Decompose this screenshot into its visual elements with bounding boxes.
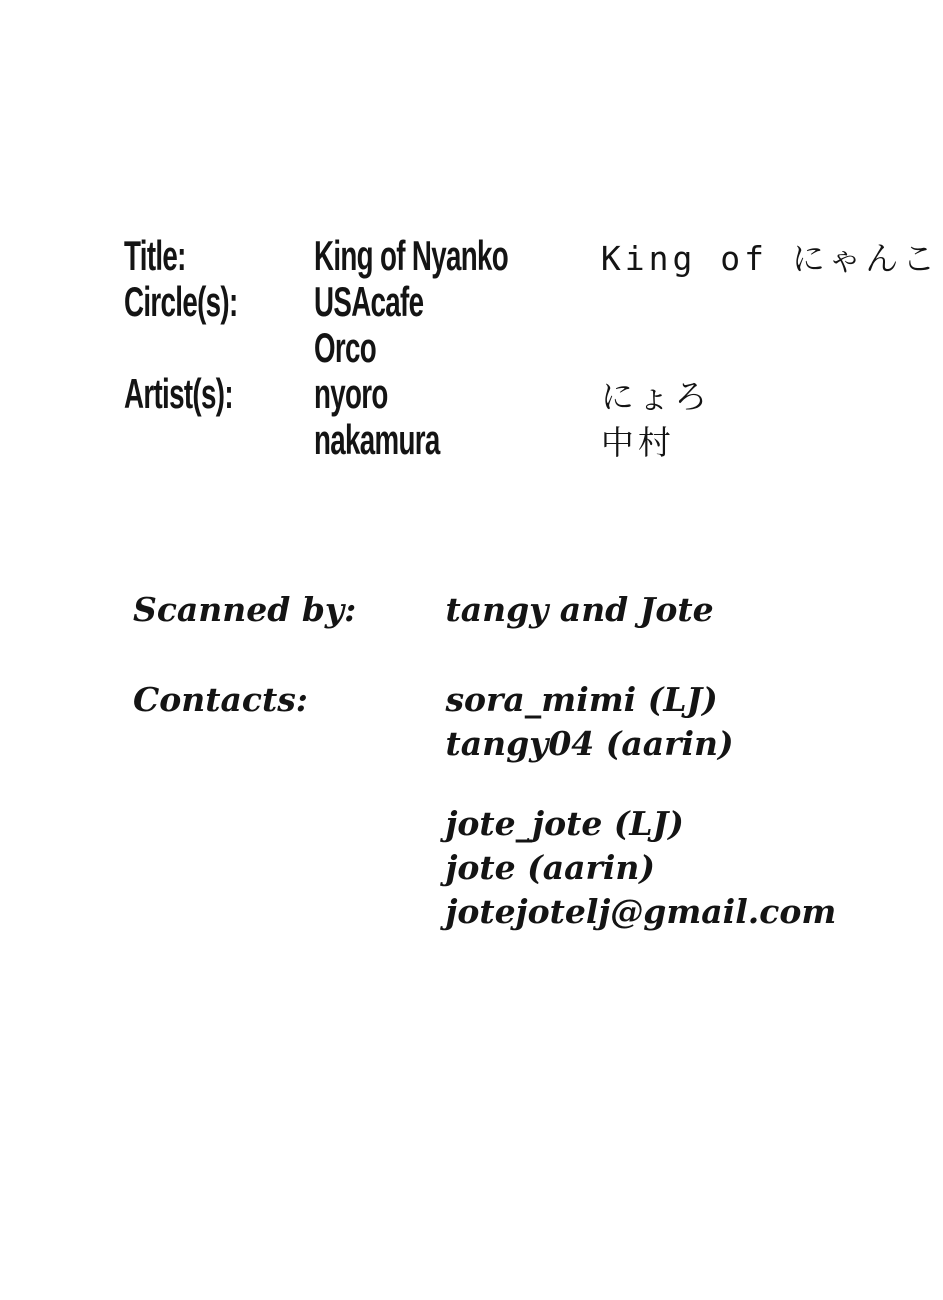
- contact-line-scanner-1: sora_mimi (LJ): [445, 680, 718, 719]
- scanned-by-row: [133, 588, 836, 632]
- contact-line-editor-1: jote_jote (LJ): [445, 804, 684, 843]
- info-value-title-japanese: King of にゃんこ: [600, 239, 940, 278]
- info-label-title: Title:: [124, 232, 186, 279]
- spacer: [133, 766, 836, 802]
- info-row-circle-2: [124, 325, 939, 371]
- info-value-circle-1: USAcafe: [314, 278, 424, 325]
- spacer: [133, 632, 836, 678]
- info-value-artist-1-japanese: にょろ: [600, 377, 712, 416]
- info-label-artist: Artist(s):: [124, 370, 233, 417]
- scanned-by-label: Scanned by:: [133, 590, 357, 629]
- contacts-row-5: [133, 890, 836, 934]
- contacts-row-2: [133, 722, 836, 766]
- title-info-section: [124, 233, 939, 463]
- info-row-artist: [124, 371, 939, 417]
- info-row-artist-2: [124, 417, 939, 463]
- contacts-label: Contacts:: [133, 680, 308, 719]
- contacts-row: [133, 678, 836, 722]
- info-value-artist-2: nakamura: [314, 416, 441, 463]
- contact-line-editor-2: jote (aarin): [445, 848, 656, 887]
- info-value-artist-1: nyoro: [314, 370, 389, 417]
- info-row-title: [124, 233, 939, 279]
- info-row-circle: [124, 279, 939, 325]
- info-label-circle: Circle(s):: [124, 278, 238, 325]
- contact-email-text: jotejotelj@gmail.com: [445, 892, 837, 931]
- contacts-row-3: [133, 802, 836, 846]
- scanned-by-value: tangy and Jote: [445, 590, 714, 629]
- info-value-artist-2-japanese: 中村: [600, 423, 675, 462]
- scan-credits-section: [133, 588, 836, 934]
- info-value-title-romaji: King of Nyanko: [314, 232, 509, 279]
- contact-line-scanner-2: tangy04 (aarin): [445, 724, 734, 763]
- info-value-circle-2: Orco: [314, 324, 377, 371]
- contacts-row-4: [133, 846, 836, 890]
